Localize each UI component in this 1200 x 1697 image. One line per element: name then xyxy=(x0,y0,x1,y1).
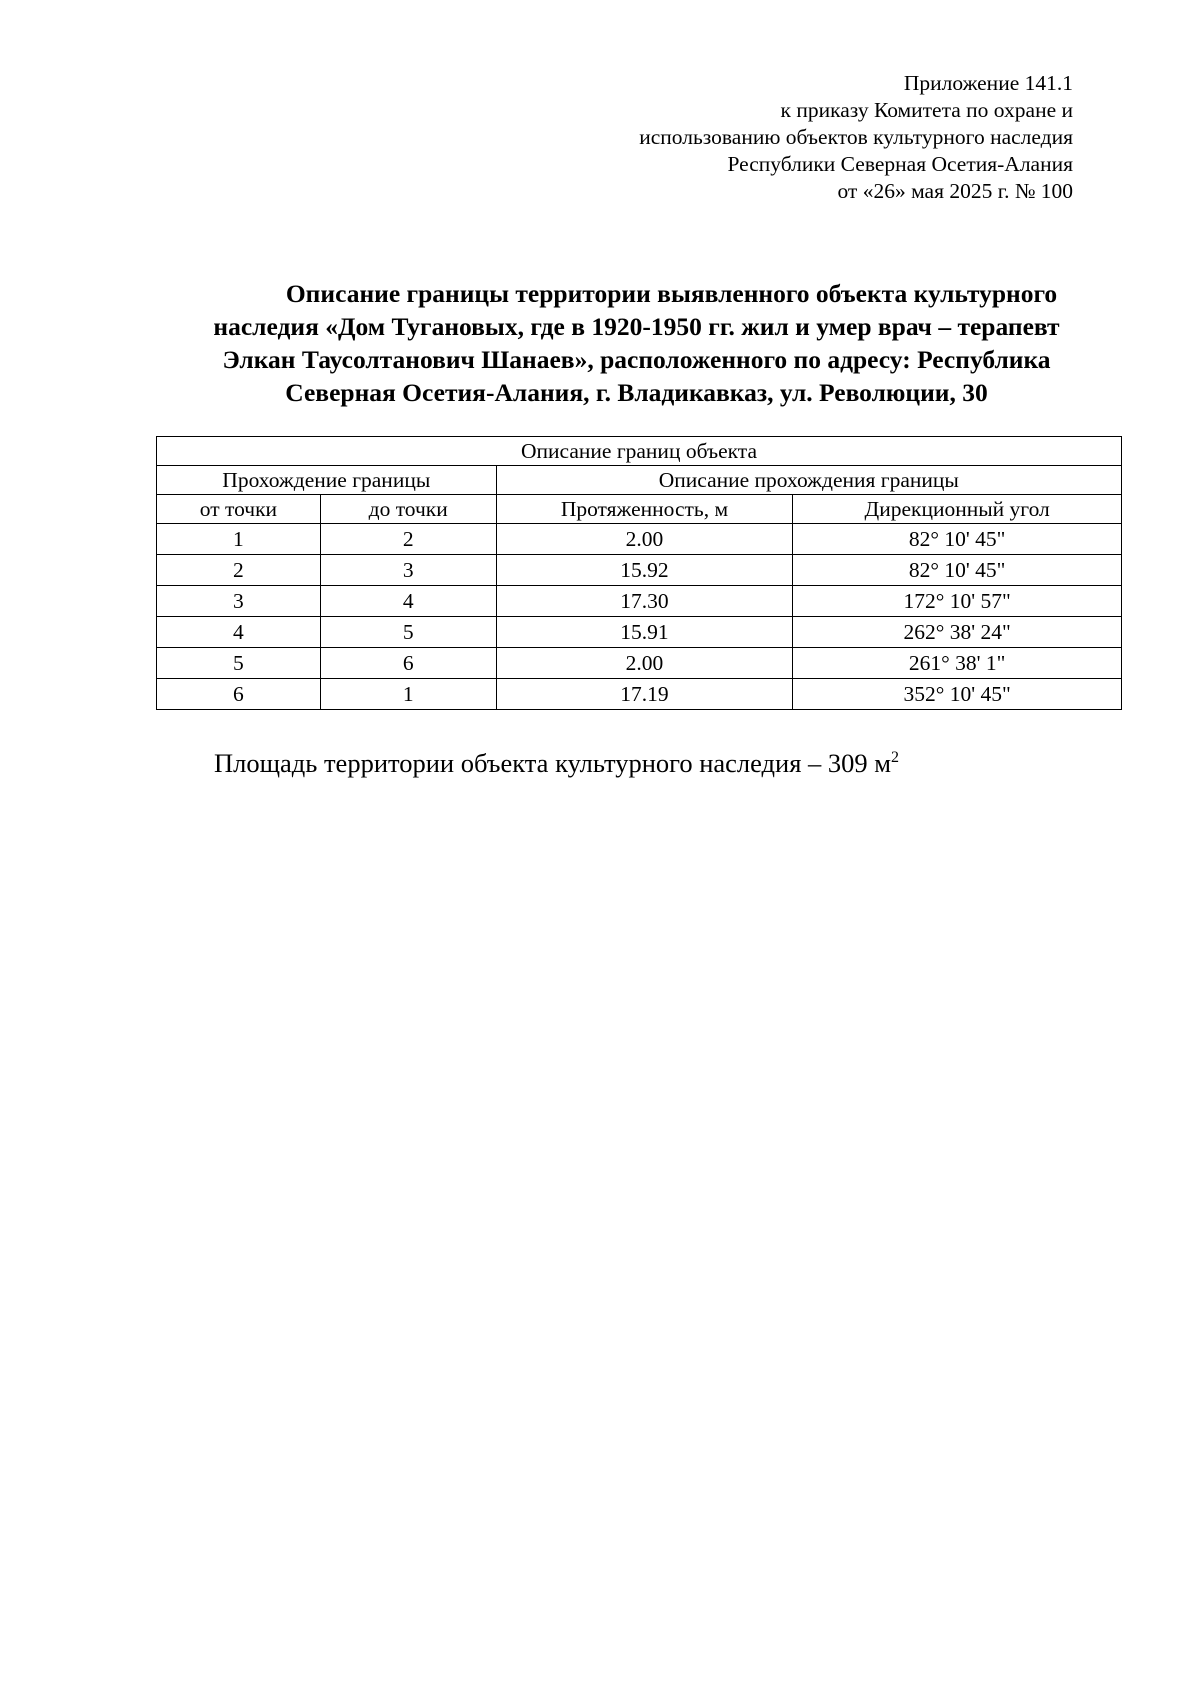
table-row xyxy=(157,555,1122,586)
table-cell: 3 xyxy=(157,586,321,617)
table-caption-row xyxy=(157,437,1122,466)
appendix-line: к приказу Комитета по охране и xyxy=(780,98,1073,122)
table-row xyxy=(157,679,1122,710)
table-cell: 2 xyxy=(157,555,321,586)
group-header-right: Описание прохождения границы xyxy=(496,466,1121,495)
table-cell: 2.00 xyxy=(496,524,793,555)
appendix-line: от «26» мая 2025 г. № 100 xyxy=(837,179,1073,203)
table-cell: 15.91 xyxy=(496,617,793,648)
table-row xyxy=(157,524,1122,555)
document-title xyxy=(158,277,1115,409)
title-line: наследия «Дом Тугановых, где в 1920-1950 гг. жил и умер врач – терапевт xyxy=(213,312,1060,341)
table-cell: 1 xyxy=(320,679,496,710)
area-statement xyxy=(214,747,899,779)
table-cell: 5 xyxy=(320,617,496,648)
table-cell: 261° 38' 1" xyxy=(793,648,1122,679)
table-cell: 6 xyxy=(320,648,496,679)
table-cell: 5 xyxy=(157,648,321,679)
table-cell: 82° 10' 45" xyxy=(793,524,1122,555)
table-cell: 262° 38' 24" xyxy=(793,617,1122,648)
title-line xyxy=(158,277,1115,310)
appendix-line: использованию объектов культурного наследия xyxy=(639,125,1073,149)
title-line-text: Описание границы территории выявленного объекта культурного xyxy=(285,279,1058,308)
appendix-line: Приложение 141.1 xyxy=(903,71,1073,95)
table-cell: 3 xyxy=(320,555,496,586)
table-row xyxy=(157,648,1122,679)
column-header: Протяженность, м xyxy=(496,495,793,524)
table-cell: 17.30 xyxy=(496,586,793,617)
area-text: Площадь территории объекта культурного наследия – 309 м xyxy=(214,748,892,778)
table-cell: 352° 10' 45" xyxy=(793,679,1122,710)
table-column-row xyxy=(157,495,1122,524)
column-header: от точки xyxy=(157,495,321,524)
table-cell: 4 xyxy=(157,617,321,648)
appendix-header xyxy=(373,70,1073,205)
appendix-line: Республики Северная Осетия-Алания xyxy=(727,152,1073,176)
area-superscript: 2 xyxy=(891,749,900,766)
table-cell: 82° 10' 45" xyxy=(793,555,1122,586)
table-cell: 17.19 xyxy=(496,679,793,710)
title-line: Северная Осетия-Алания, г. Владикавказ, ул. Революции, 30 xyxy=(285,378,988,407)
title-line: Элкан Таусолтанович Шанаев», расположенного по адресу: Республика xyxy=(222,345,1051,374)
column-header: Дирекционный угол xyxy=(793,495,1122,524)
table-cell: 4 xyxy=(320,586,496,617)
table-row xyxy=(157,617,1122,648)
table-row xyxy=(157,586,1122,617)
table-caption: Описание границ объекта xyxy=(157,437,1122,466)
table-cell: 6 xyxy=(157,679,321,710)
table-group-row xyxy=(157,466,1122,495)
group-header-left: Прохождение границы xyxy=(157,466,497,495)
table-cell: 1 xyxy=(157,524,321,555)
table-cell: 2.00 xyxy=(496,648,793,679)
table-cell: 15.92 xyxy=(496,555,793,586)
table-cell: 172° 10' 57" xyxy=(793,586,1122,617)
table-cell: 2 xyxy=(320,524,496,555)
column-header: до точки xyxy=(320,495,496,524)
boundary-table xyxy=(156,436,1122,710)
